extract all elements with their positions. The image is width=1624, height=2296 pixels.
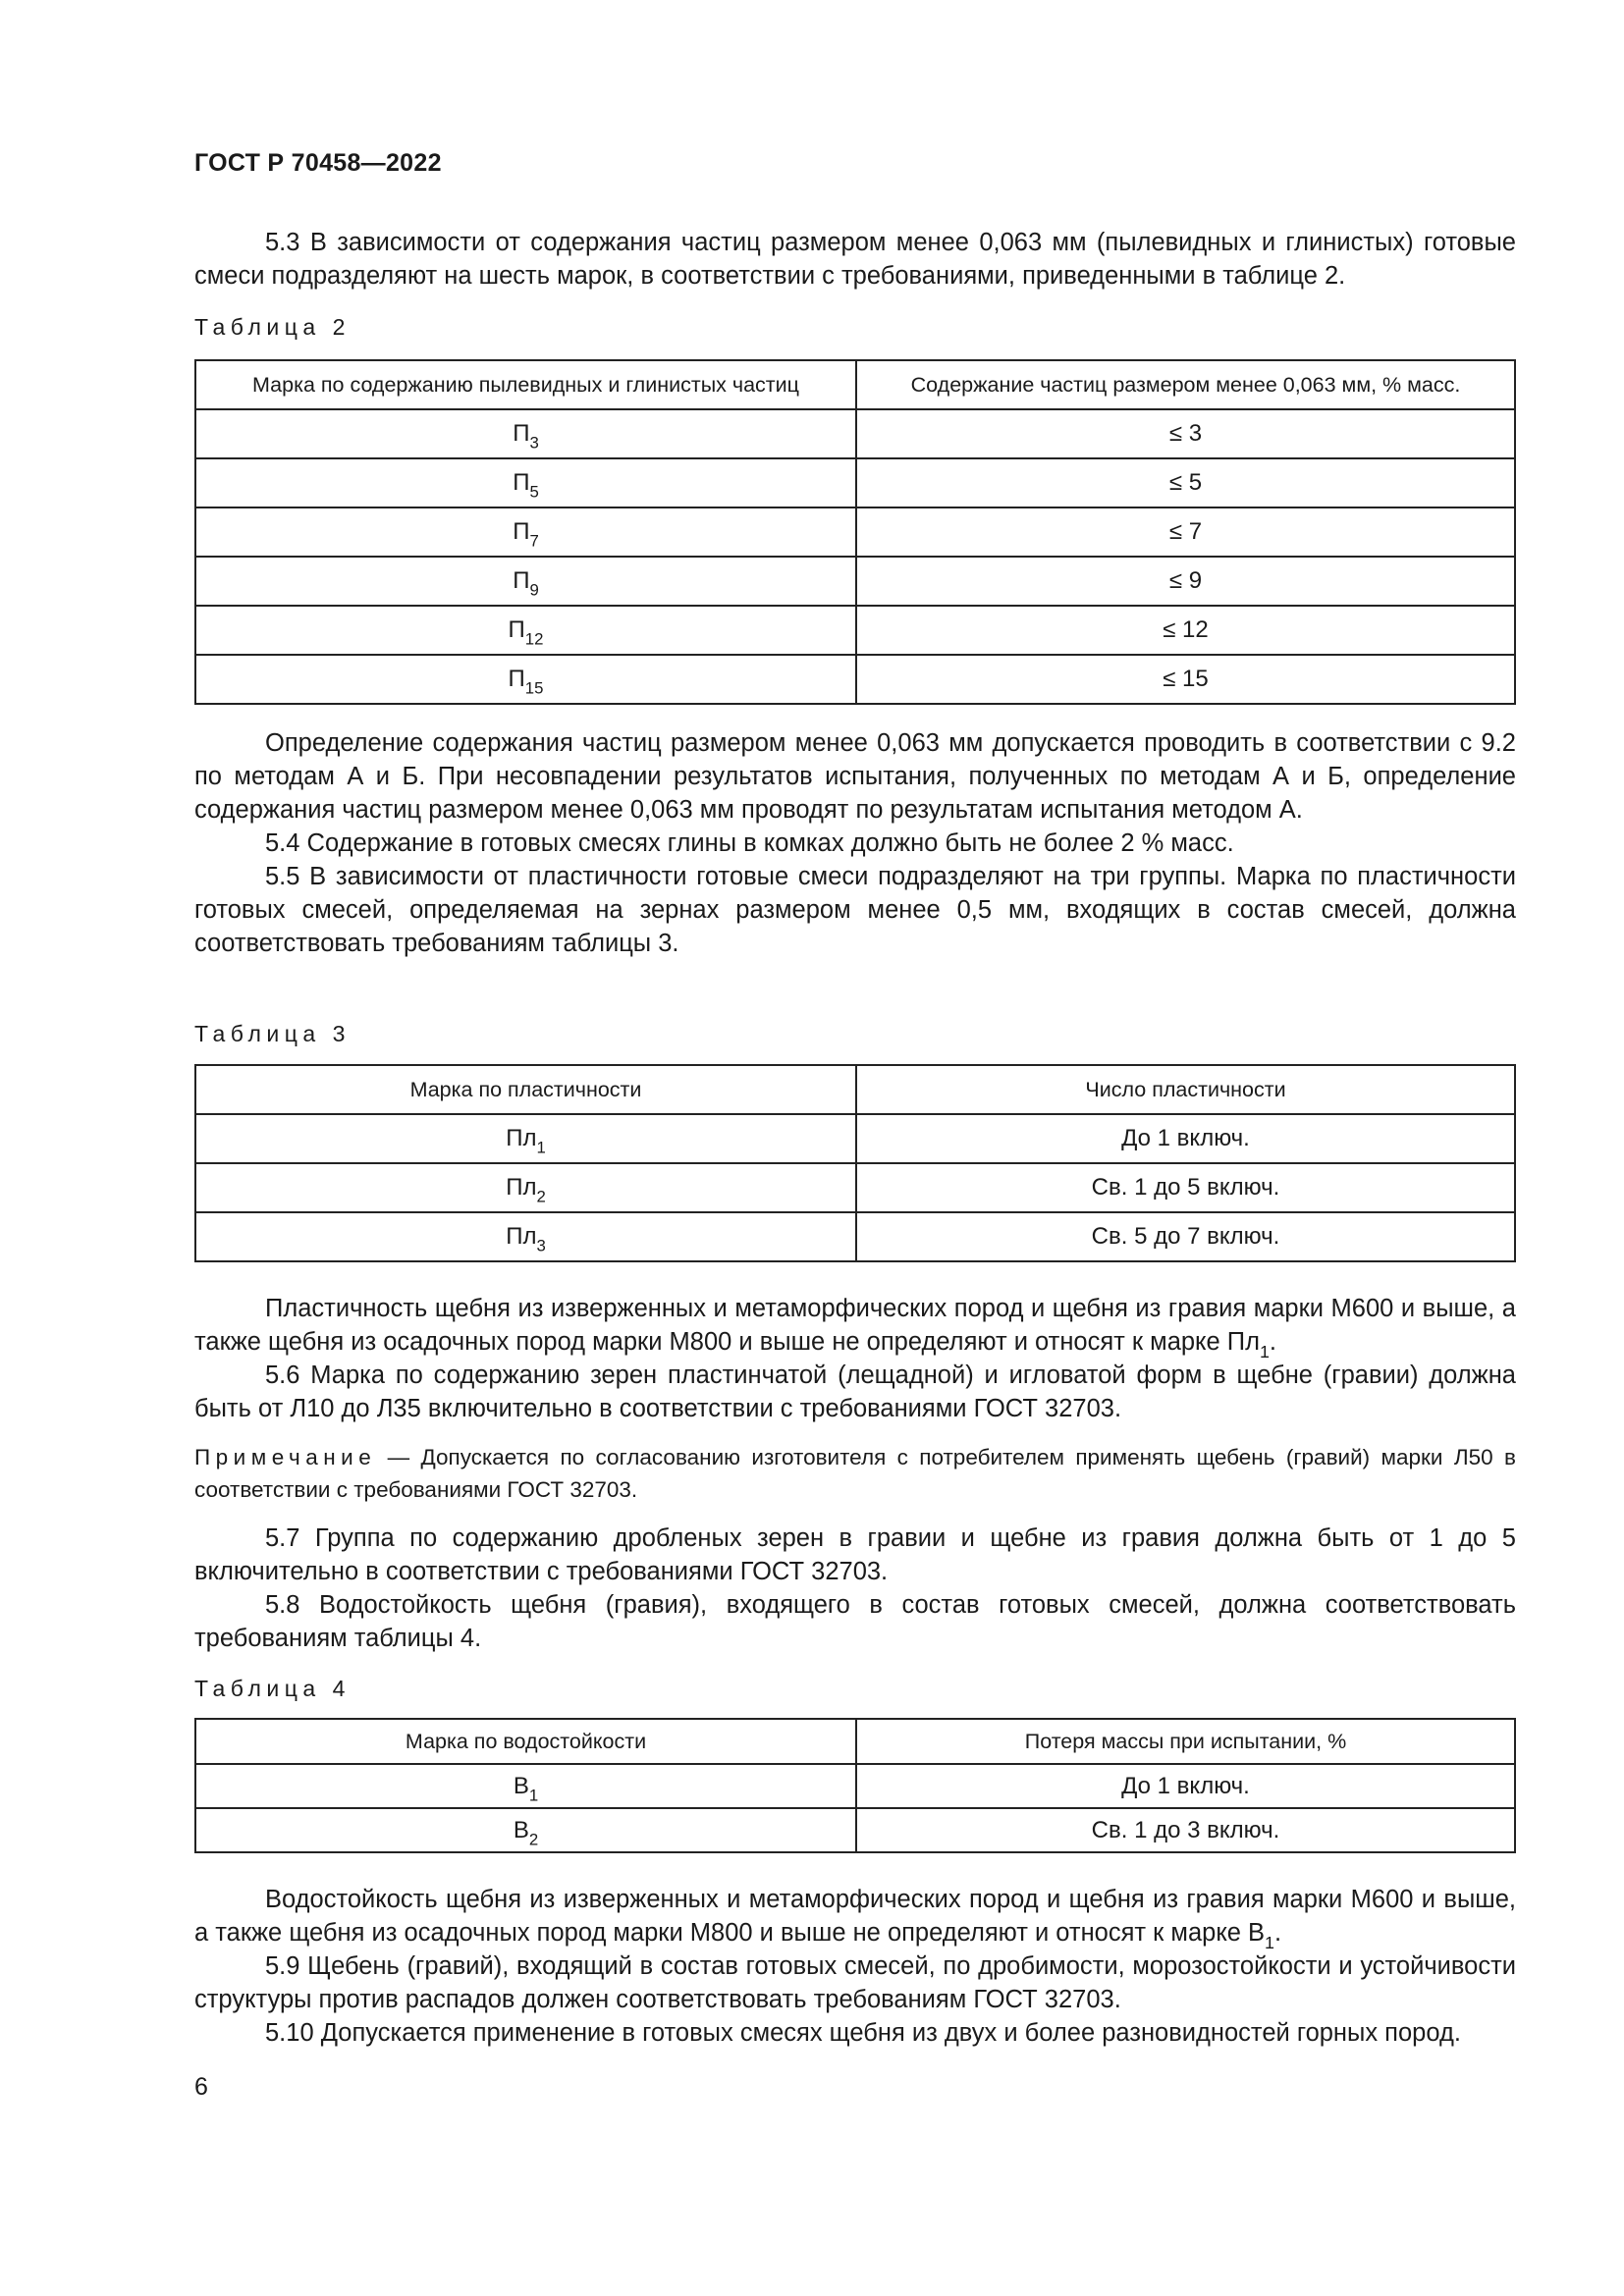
section-water [194, 1883, 1516, 2050]
paragraph-5-8: 5.8 Водостойкость щебня (гравия), входящего в состав готовых смесей, должна соответствовать требованиям таблицы 4. [194, 1591, 1516, 1652]
table-cell-value: До 1 включ. [856, 1764, 1515, 1808]
table-row [195, 1163, 1515, 1212]
table-cell-value: ≤ 12 [856, 606, 1515, 655]
paragraph-5-7: 5.7 Группа по содержанию дробленых зерен в гравии и щебне из гравия должна быть от 1 до 5 включительно в соответствии с требованиями ГОСТ 32703. [194, 1524, 1516, 1585]
paragraph-5-3: 5.3 В зависимости от содержания частиц размером менее 0,063 мм (пылевидных и глинистых) готовые смеси подразделяют на шесть марок, в соответствии с требованиями, приведенными в таблице 2. [194, 229, 1516, 290]
note-text: — Допускается по согласованию изготовителя с потребителем применять щебень (гравий) марки Л50 в соответствии с требованиями ГОСТ 32703. [194, 1445, 1516, 1502]
table-3 [194, 1064, 1516, 1262]
table-header-row [195, 1719, 1515, 1764]
table-cell-mark: $П_3$ [195, 409, 856, 458]
table-header-row [195, 1065, 1515, 1114]
page-number: 6 [194, 2073, 208, 2101]
document-header: ГОСТ Р 70458—2022 [194, 149, 442, 177]
paragraph-5-9: 5.9 Щебень (гравий), входящий в состав готовых смесей, по дробимости, морозостойкости и устойчивости структуры против распадов должен соответствовать требованиям ГОСТ 32703. [194, 1952, 1516, 2013]
table-3-caption: Таблица 3 [194, 1021, 351, 1046]
table-cell-mark: $Пл_1$ [195, 1114, 856, 1163]
table-cell-value: Св. 1 до 3 включ. [856, 1808, 1515, 1852]
table-row [195, 1764, 1515, 1808]
table-header-cell: Марка по пластичности [195, 1065, 856, 1114]
table-row [195, 606, 1515, 655]
paragraph-water-resistance: Водостойкость щебня из изверженных и метаморфических пород и щебня из гравия марки М600 и выше, а также щебня из осадочных пород марки М800 и выше не определяют и относят к марке $В_1$. [194, 1886, 1516, 1953]
table-2-caption: Таблица 2 [194, 314, 351, 340]
table-cell-mark: $В_1$ [195, 1764, 856, 1808]
table-row [195, 557, 1515, 606]
table-row [195, 507, 1515, 557]
table-header-cell: Марка по содержанию пылевидных и глинистых частиц [195, 360, 856, 409]
table-row [195, 1114, 1515, 1163]
table-2 [194, 359, 1516, 705]
table-row [195, 458, 1515, 507]
table-header-cell: Содержание частиц размером менее 0,063 мм, % масс. [856, 360, 1515, 409]
table-cell-mark: $П_7$ [195, 507, 856, 557]
section-5-4 [194, 726, 1516, 960]
table-header-row [195, 360, 1515, 409]
table-header-cell: Число пластичности [856, 1065, 1515, 1114]
table-4 [194, 1718, 1516, 1853]
table-row [195, 655, 1515, 704]
table-row [195, 409, 1515, 458]
paragraph-5-6: 5.6 Марка по содержанию зерен пластинчатой (лещадной) и игловатой форм в щебне (гравии) должна быть от Л10 до Л35 включительно в соответствии с требованиями ГОСТ 32703. [194, 1362, 1516, 1422]
table-cell-value: ≤ 7 [856, 507, 1515, 557]
table-cell-mark: $Пл_3$ [195, 1212, 856, 1261]
table-cell-mark: $П_{12}$ [195, 606, 856, 655]
table-cell-mark: $Пл_2$ [195, 1163, 856, 1212]
paragraph-5-4: 5.4 Содержание в готовых смесях глины в комках должно быть не более 2 % масс. [265, 829, 1234, 857]
table-row [195, 1212, 1515, 1261]
note [194, 1441, 1516, 1506]
table-cell-mark: $П_9$ [195, 557, 856, 606]
section-plasticity [194, 1292, 1516, 1655]
table-cell-value: ≤ 15 [856, 655, 1515, 704]
table-cell-value: ≤ 5 [856, 458, 1515, 507]
table-cell-value: Св. 5 до 7 включ. [856, 1212, 1515, 1261]
table-cell-value: Св. 1 до 5 включ. [856, 1163, 1515, 1212]
section-5-3 [194, 226, 1516, 293]
table-cell-mark: $П_{15}$ [195, 655, 856, 704]
table-cell-value: ≤ 9 [856, 557, 1515, 606]
table-header-cell: Марка по водостойкости [195, 1719, 856, 1764]
note-label: Примечание [194, 1445, 377, 1469]
table-cell-value: До 1 включ. [856, 1114, 1515, 1163]
paragraph-5-10: 5.10 Допускается применение в готовых смесях щебня из двух и более разновидностей горных пород. [265, 2019, 1461, 2047]
paragraph-plasticity: Пластичность щебня из изверженных и метаморфических пород и щебня из гравия марки М600 и выше, а также щебня из осадочных пород марки М800 и выше не определяют и относят к марке $Пл_1$. [194, 1295, 1516, 1362]
table-header-cell: Потеря массы при испытании, % [856, 1719, 1515, 1764]
table-cell-mark: $В_2$ [195, 1808, 856, 1852]
table-cell-value: ≤ 3 [856, 409, 1515, 458]
table-row [195, 1808, 1515, 1852]
table-4-caption: Таблица 4 [194, 1676, 351, 1701]
paragraph-determination: Определение содержания частиц размером менее 0,063 мм допускается проводить в соответствии с 9.2 по методам А и Б. При несовпадении результатов испытания, полученных по методам А и Б, определение содержания частиц размером менее 0,063 мм проводят по результатам испытания методом А. [194, 729, 1516, 824]
table-cell-mark: $П_5$ [195, 458, 856, 507]
paragraph-5-5: 5.5 В зависимости от пластичности готовые смеси подразделяют на три группы. Марка по пластичности готовых смесей, определяемая на зернах размером менее 0,5 мм, входящих в состав смесей, должна соответствовать требованиям таблицы 3. [194, 863, 1516, 957]
